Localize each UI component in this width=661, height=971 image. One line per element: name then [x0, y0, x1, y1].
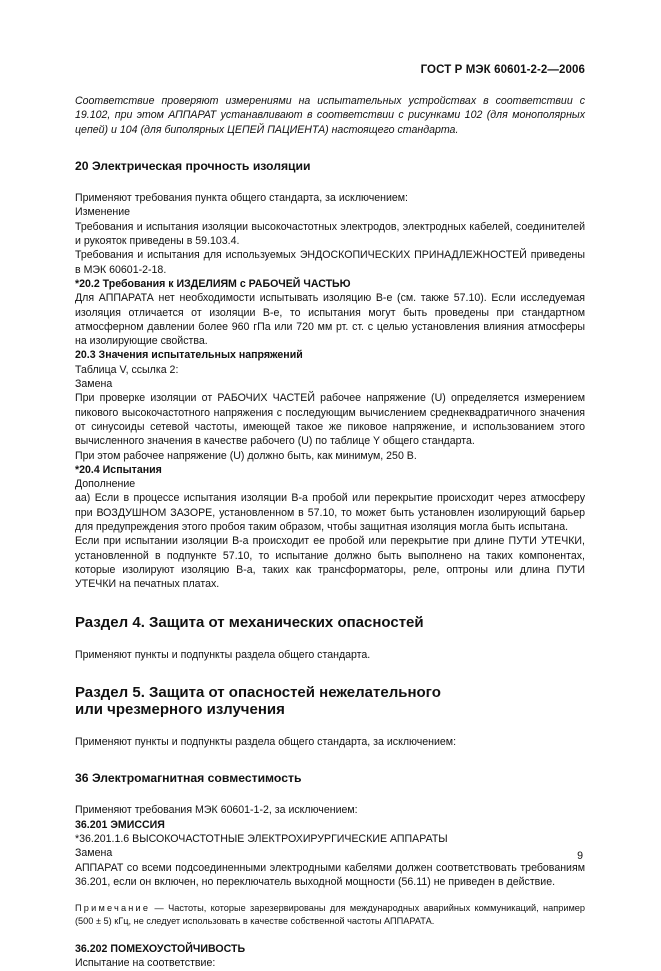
page-content — [75, 94, 585, 971]
part-4-paragraph: Применяют пункты и подпункты раздела общего стандарта. — [75, 648, 371, 661]
s36-202-paragraph: Испытание на соответствие: — [75, 957, 216, 970]
part-5-paragraph: Применяют пункты и подпункты раздела общего стандарта, за исключением: — [75, 735, 457, 748]
part-5-heading-line-1: Раздел 5. Защита от опасностей нежелательного — [75, 683, 441, 701]
s36-201-paragraph-2: Замена — [75, 847, 113, 860]
s20-4-paragraph-3: Если при испытании изоляции В-а происходит ее пробой или перекрытие при длине ПУТИ УТЕЧКИ, установленной в подпункте 57.10, то испытание должно быть выполнено на таких компонентах, которые изолируют изоляцию В-а, таких как трансформаторы, реле, оптроны или длина ПУТИ УТЕЧКИ на печатных платах. — [75, 535, 585, 591]
s36-paragraph-1: Применяют требования МЭК 60601-1-2, за исключением: — [75, 804, 358, 817]
note-text: — Частоты, которые зарезервированы для международных аварийных коммуникаций, например (500 ± 5) кГц, не следует использовать в качестве собственной частоты АППАРАТА. — [75, 903, 585, 927]
s20-paragraph-2: Изменение — [75, 206, 131, 219]
s20-paragraph-3: Требования и испытания изоляции высокочастотных электродов, электродных кабелей, соединителей и рукояток приведены в 59.103.4. — [75, 220, 585, 248]
s36-201-paragraph-3: АППАРАТ со всеми подсоединенными электродными кабелями должен соответствовать требованиям 36.201, если он включен, но переключатель выходной мощности (56.11) не приведен в действие. — [75, 861, 585, 888]
s20-2-paragraph: Для АППАРАТА нет необходимости испытывать изоляцию В-е (см. также 57.10). Если исследуемая изоляция отличается от изоляции В-е, то испытания могут быть проведены при стандартном атмосферном давлении более 960 гПа или 720 мм рт. ст. с целью установления влияния атмосферы на изолирующие свойства. — [75, 292, 585, 348]
note-label: Примечание — [75, 903, 151, 914]
document-header: ГОСТ Р МЭК 60601-2-2—2006 — [420, 64, 585, 76]
intro-paragraph: Соответствие проверяют измерениями на испытательных устройствах в соответствии с 19.102, при этом АППАРАТ устанавливают в соответствии с рисунками 102 (для монополярных цепей) и 104 (для биполярных ЦЕПЕЙ ПАЦИЕНТА) настоящего стандарта. — [75, 95, 585, 136]
part-4-heading: Раздел 4. Защита от механических опасностей — [75, 613, 424, 631]
subsection-20-4-heading: *20.4 Испытания — [75, 463, 162, 476]
section-20-heading: 20 Электрическая прочность изоляции — [75, 158, 311, 173]
page-number: 9 — [577, 850, 583, 862]
s20-4-paragraph-2: аа) Если в процессе испытания изоляции В-а пробой или перекрытие происходит через атмосферу при ВОЗДУШНОМ ЗАЗОРЕ, установленном в 57.10, то может быть установлен изолирующий барьер для предупреждения этого пробоя таким образом, чтобы защитная изоляция могла быть испытана. — [75, 492, 585, 534]
subsection-20-2-heading: *20.2 Требования к ИЗДЕЛИЯМ с РАБОЧЕЙ ЧАСТЬЮ — [75, 277, 351, 290]
s20-paragraph-1: Применяют требования пункта общего стандарта, за исключением: — [75, 192, 409, 205]
part-5-heading-line-2: или чрезмерного излучения — [75, 700, 285, 718]
s20-3-paragraph-4: При этом рабочее напряжение (U) должно быть, как минимум, 250 В. — [75, 449, 417, 462]
s20-3-paragraph-1: Таблица V, ссылка 2: — [75, 363, 179, 376]
s20-3-paragraph-2: Замена — [75, 378, 113, 391]
subsection-20-3-heading: 20.3 Значения испытательных напряжений — [75, 349, 303, 362]
section-36-heading: 36 Электромагнитная совместимость — [75, 771, 302, 786]
s20-4-paragraph-1: Дополнение — [75, 478, 136, 491]
s20-3-paragraph-3: При проверке изоляции от РАБОЧИХ ЧАСТЕЙ рабочее напряжение (U) определяется измерением пикового высокочастотного напряжения с последующим вычислением среднеквадратичного значения от синусоиды сетевой частоты, имеющей такое же пиковое напряжение, и использованием этого вычисленного значения в качестве рабочего (U) по таблице Y общего стандарта. — [75, 392, 585, 448]
s36-201-paragraph-1: *36.201.1.6 ВЫСОКОЧАСТОТНЫЕ ЭЛЕКТРОХИРУРГИЧЕСКИЕ АППАРАТЫ — [75, 832, 448, 845]
note-paragraph — [75, 902, 585, 928]
subsection-36-202-heading: 36.202 ПОМЕХОУСТОЙЧИВОСТЬ — [75, 943, 246, 956]
s20-paragraph-4: Требования и испытания для используемых ЭНДОСКОПИЧЕСКИХ ПРИНАДЛЕЖНОСТЕЙ приведены в МЭК 60601-2-18. — [75, 249, 585, 276]
subsection-36-201-heading: 36.201 ЭМИССИЯ — [75, 818, 165, 831]
